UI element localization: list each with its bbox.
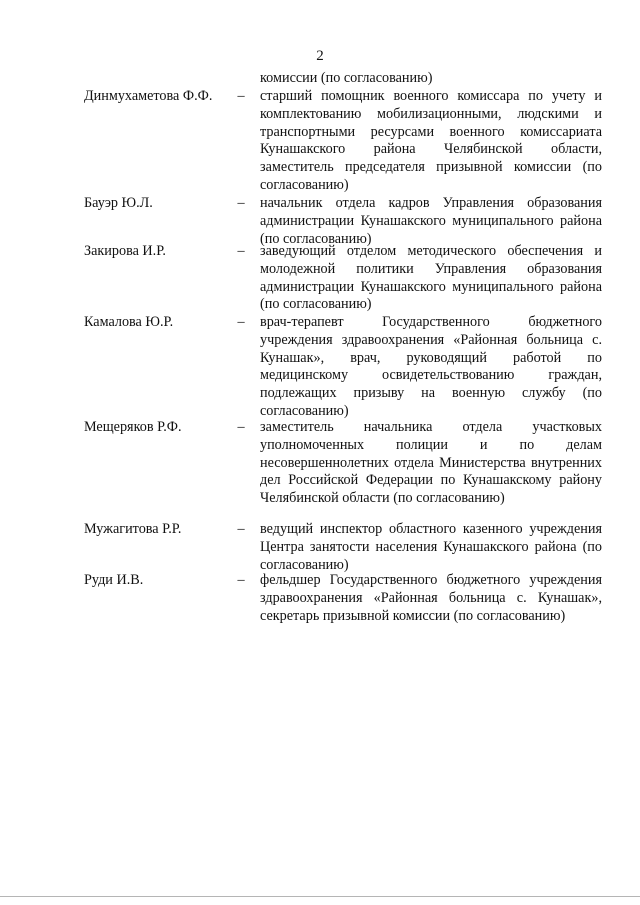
- member-name: Динмухаметова Ф.Ф.: [84, 88, 213, 104]
- dash-separator: –: [237, 314, 245, 330]
- member-name: Мещеряков Р.Ф.: [84, 419, 182, 435]
- page-number: 2: [316, 48, 324, 64]
- member-role: фельдшер Государственного бюджетного учреждения здравоохранения «Районная больница с. Кунашак», секретарь призывной комиссии (по согласованию): [260, 572, 602, 624]
- continued-text: комиссии (по согласованию): [260, 70, 433, 86]
- member-role: заместитель начальника отдела участковых уполномоченных полиции и по делам несовершеннолетних отдела Министерства внутренних дел Российской Федерации по Кунашакскому району Челябинской области (по согласованию): [260, 419, 602, 507]
- member-role: врач-терапевт Государственного бюджетного учреждения здравоохранения «Районная больница с. Кунашак», врач, руководящий работой по медицинскому освидетельствованию граждан, подлежащих призыву на военную службу (по согласованию): [260, 314, 602, 419]
- member-name: Закирова И.Р.: [84, 243, 166, 259]
- member-name: Камалова Ю.Р.: [84, 314, 174, 330]
- dash-separator: –: [237, 419, 245, 435]
- member-role: старший помощник военного комиссара по учету и комплектованию мобилизационными, людскими и транспортными ресурсами военного комиссариата Кунашакского района Челябинской области, заместитель председателя призывной комиссии (по согласованию): [260, 88, 602, 193]
- member-role: начальник отдела кадров Управления образования администрации Кунашакского муниципального района (по согласованию): [260, 195, 602, 247]
- member-role: ведущий инспектор областного казенного учреждения Центра занятости населения Кунашакского района (по согласованию): [260, 521, 602, 573]
- dash-separator: –: [237, 521, 245, 537]
- member-name: Бауэр Ю.Л.: [84, 195, 153, 211]
- dash-separator: –: [237, 243, 245, 259]
- scan-edge-line: [0, 896, 640, 897]
- dash-separator: –: [237, 88, 245, 104]
- member-name: Мужагитова Р.Р.: [84, 521, 182, 537]
- dash-separator: –: [237, 195, 245, 211]
- dash-separator: –: [237, 572, 245, 588]
- member-role: заведующий отделом методического обеспечения и молодежной политики Управления образования администрации Кунашакского муниципального района (по согласованию): [260, 243, 602, 313]
- member-name: Руди И.В.: [84, 572, 144, 588]
